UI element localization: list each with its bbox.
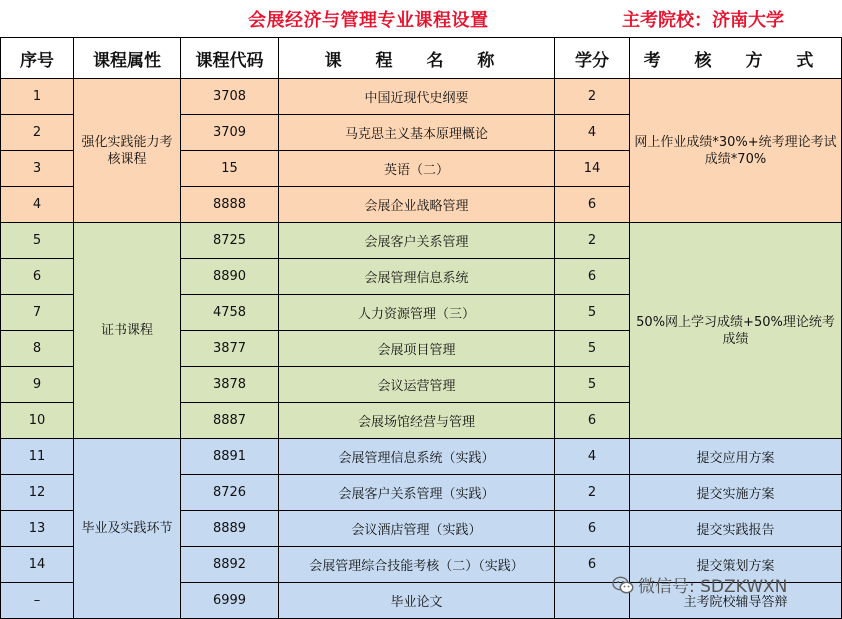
col-header-attribute: 课程属性 <box>74 38 181 79</box>
row-code: 15 <box>181 151 279 187</box>
group-assessment: 网上作业成绩*30%+统考理论考试成绩*70% <box>630 79 842 223</box>
row-no: 8 <box>1 331 74 367</box>
row-no: 12 <box>1 475 74 511</box>
group-assessment: 50%网上学习成绩+50%理论统考成绩 <box>630 223 842 439</box>
row-code: 3877 <box>181 331 279 367</box>
row-credit: 5 <box>555 295 630 331</box>
row-name: 会展企业战略管理 <box>279 187 555 223</box>
row-code: 8725 <box>181 223 279 259</box>
row-name: 中国近现代史纲要 <box>279 79 555 115</box>
row-no: 7 <box>1 295 74 331</box>
col-header-assessment: 考 核 方 式 <box>630 38 842 79</box>
col-header-name: 课 程 名 称 <box>279 38 555 79</box>
row-no: 1 <box>1 79 74 115</box>
row-name: 人力资源管理（三） <box>279 295 555 331</box>
row-no: 9 <box>1 367 74 403</box>
row-code: 6999 <box>181 583 279 619</box>
row-code: 8726 <box>181 475 279 511</box>
row-no: 3 <box>1 151 74 187</box>
col-header-no: 序号 <box>1 38 74 79</box>
col-header-code: 课程代码 <box>181 38 279 79</box>
col-header-credit: 学分 <box>555 38 630 79</box>
group-attribute: 毕业及实践环节 <box>74 439 181 619</box>
row-no: 14 <box>1 547 74 583</box>
row-assessment: 提交实施方案 <box>630 475 842 511</box>
row-credit: 2 <box>555 475 630 511</box>
wechat-icon <box>612 576 634 594</box>
row-assessment: 主考院校辅导答辩 <box>630 583 842 619</box>
row-assessment: 提交应用方案 <box>630 439 842 475</box>
row-no: 2 <box>1 115 74 151</box>
row-code: 3709 <box>181 115 279 151</box>
row-name: 会展场馆经营与管理 <box>279 403 555 439</box>
watermark <box>612 572 787 597</box>
row-name: 会展管理信息系统 <box>279 259 555 295</box>
row-name: 会展客户关系管理（实践） <box>279 475 555 511</box>
row-assessment: 提交策划方案 <box>630 547 842 583</box>
row-code: 8890 <box>181 259 279 295</box>
row-credit: 14 <box>555 151 630 187</box>
course-table <box>0 37 842 619</box>
title-bar <box>0 0 842 37</box>
row-name: 会议酒店管理（实践） <box>279 511 555 547</box>
row-no: 10 <box>1 403 74 439</box>
row-assessment: 提交实践报告 <box>630 511 842 547</box>
row-credit: 6 <box>555 547 630 583</box>
page-title: 会展经济与管理专业课程设置 <box>248 10 489 31</box>
row-name: 英语（二） <box>279 151 555 187</box>
row-credit: 6 <box>555 511 630 547</box>
row-credit: 5 <box>555 367 630 403</box>
school-label: 主考院校：济南大学 <box>622 10 784 31</box>
table-header-row <box>1 38 842 79</box>
row-name: 会展客户关系管理 <box>279 223 555 259</box>
row-no: 13 <box>1 511 74 547</box>
row-credit: 4 <box>555 115 630 151</box>
row-name: 会议运营管理 <box>279 367 555 403</box>
row-no: – <box>1 583 74 619</box>
row-code: 8891 <box>181 439 279 475</box>
watermark-text: 微信号: SDZKWXN <box>638 577 788 597</box>
row-no: 6 <box>1 259 74 295</box>
row-code: 8887 <box>181 403 279 439</box>
row-name: 会展项目管理 <box>279 331 555 367</box>
row-code: 8889 <box>181 511 279 547</box>
row-name: 会展管理信息系统（实践） <box>279 439 555 475</box>
row-code: 3878 <box>181 367 279 403</box>
row-name: 毕业论文 <box>279 583 555 619</box>
row-no: 11 <box>1 439 74 475</box>
row-credit: 6 <box>555 403 630 439</box>
row-code: 4758 <box>181 295 279 331</box>
row-no: 4 <box>1 187 74 223</box>
row-credit: 2 <box>555 79 630 115</box>
group-attribute: 强化实践能力考核课程 <box>74 79 181 223</box>
row-code: 8888 <box>181 187 279 223</box>
group-attribute: 证书课程 <box>74 223 181 439</box>
row-no: 5 <box>1 223 74 259</box>
row-code: 3708 <box>181 79 279 115</box>
row-code: 8892 <box>181 547 279 583</box>
row-credit: 4 <box>555 439 630 475</box>
row-name: 马克思主义基本原理概论 <box>279 115 555 151</box>
row-credit: 5 <box>555 331 630 367</box>
table-row <box>1 439 842 475</box>
row-name: 会展管理综合技能考核（二）（实践） <box>279 547 555 583</box>
row-credit: 2 <box>555 223 630 259</box>
row-credit: 6 <box>555 187 630 223</box>
row-credit: 6 <box>555 259 630 295</box>
table-row <box>1 223 842 259</box>
table-row <box>1 79 842 115</box>
